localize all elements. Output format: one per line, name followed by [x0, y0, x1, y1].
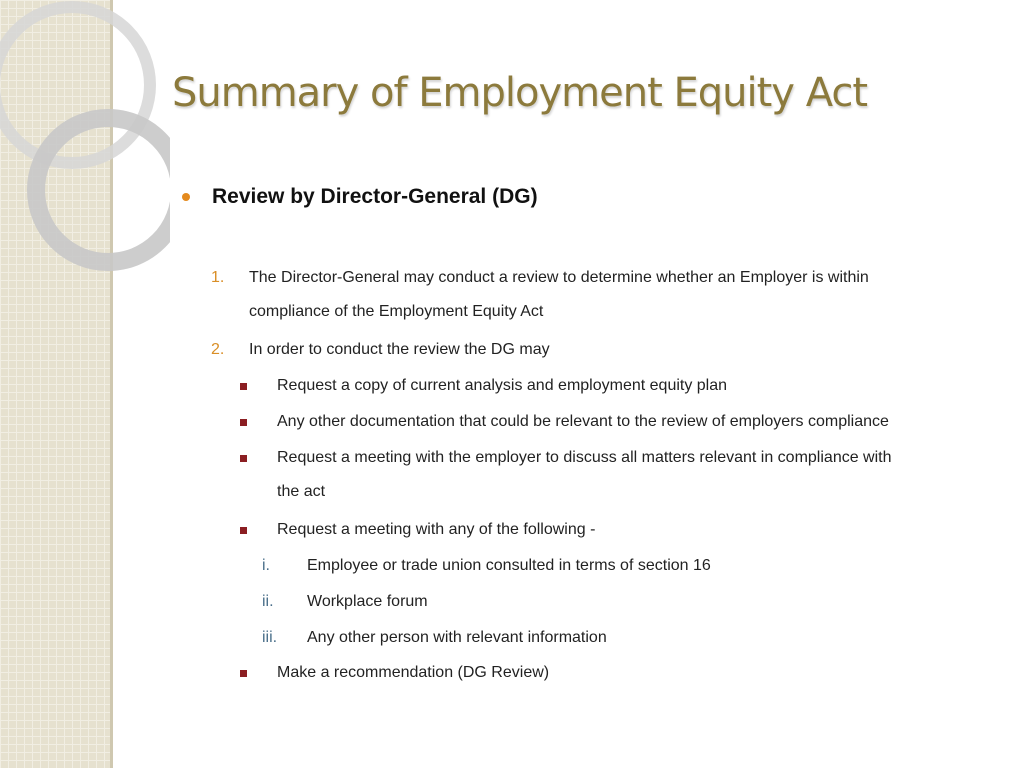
roman-number: ii. [262, 593, 274, 610]
section-heading: Review by Director-General (DG) [212, 185, 538, 208]
list-text: The Director-General may conduct a review to determine whether an Employer is within [249, 269, 869, 286]
list-item [211, 267, 869, 289]
sub-list-item [238, 447, 892, 469]
sub-list-text: Request a meeting with the employer to discuss all matters relevant in compliance with [277, 449, 892, 466]
bullet-dot-icon [182, 193, 190, 201]
roman-list-text: Employee or trade union consulted in terms of section 16 [307, 557, 711, 574]
roman-number: i. [262, 557, 270, 574]
sub-list-item [238, 519, 595, 541]
sub-list-text: Any other documentation that could be relevant to the review of employers compliance [277, 413, 889, 430]
sub-list-item [238, 662, 549, 684]
sub-list-item [238, 375, 727, 397]
list-text-continuation: compliance of the Employment Equity Act [249, 303, 544, 320]
roman-list-item [262, 555, 711, 577]
square-bullet-icon [240, 455, 247, 462]
decorative-circles-icon [0, 0, 170, 300]
list-item [211, 339, 550, 361]
sub-list-text: Request a copy of current analysis and employment equity plan [277, 377, 728, 394]
roman-list-item [262, 591, 428, 613]
list-number: 2. [211, 341, 225, 358]
roman-list-text: Any other person with relevant information [307, 629, 607, 646]
list-text: In order to conduct the review the DG may [249, 341, 550, 358]
square-bullet-icon [240, 419, 247, 426]
slide-title: Summary of Employment Equity Act [172, 70, 868, 116]
roman-list-item [262, 627, 607, 649]
heading-bullet [182, 182, 538, 212]
square-bullet-icon [240, 383, 247, 390]
sub-list-text-continuation: the act [277, 483, 326, 500]
sub-list-text: Make a recommendation (DG Review) [277, 664, 550, 681]
sub-list-text: Request a meeting with any of the following - [277, 521, 596, 538]
roman-list-text: Workplace forum [307, 593, 428, 610]
list-number: 1. [211, 269, 225, 286]
roman-number: iii. [262, 629, 278, 646]
square-bullet-icon [240, 670, 247, 677]
sub-list-item [238, 411, 889, 433]
square-bullet-icon [240, 527, 247, 534]
